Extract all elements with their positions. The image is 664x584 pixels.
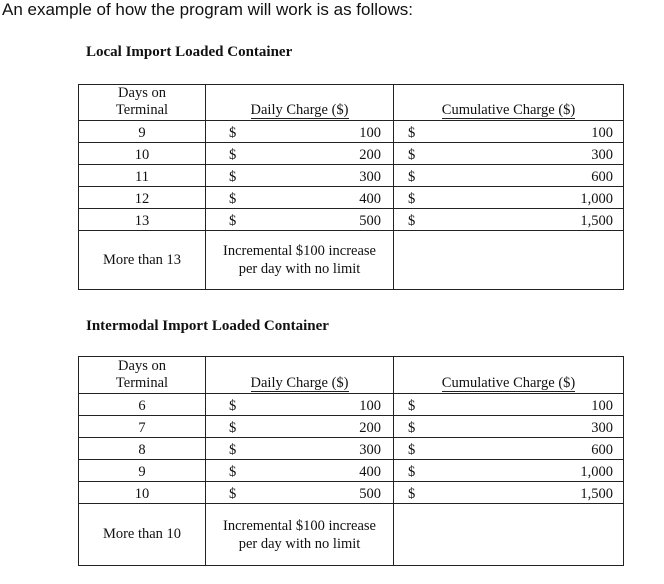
days-cell: 11: [79, 165, 206, 187]
cumulative-charge-cell: 600: [474, 438, 624, 460]
days-cell: 13: [79, 209, 206, 231]
dollar-sign: $: [206, 438, 304, 460]
local-charge-table: [78, 84, 624, 290]
dollar-sign: $: [206, 187, 304, 209]
days-cell: 10: [79, 143, 206, 165]
dollar-sign: $: [394, 482, 474, 504]
dollar-sign: $: [394, 394, 474, 416]
days-cell: 7: [79, 416, 206, 438]
days-cell: 6: [79, 394, 206, 416]
daily-charge-cell: 500: [304, 209, 394, 231]
table-header-row: [79, 85, 624, 121]
cumulative-charge-cell: 300: [474, 416, 624, 438]
days-header: Days on Terminal: [79, 85, 206, 121]
dollar-sign: $: [206, 394, 304, 416]
days-cell: 9: [79, 121, 206, 143]
dollar-sign: $: [206, 416, 304, 438]
intermodal-charge-table: [78, 356, 624, 566]
dollar-sign: $: [394, 143, 474, 165]
daily-charge-header: Daily Charge ($): [206, 85, 394, 121]
cumulative-charge-header: Cumulative Charge ($): [394, 85, 624, 121]
cumulative-charge-header: Cumulative Charge ($): [394, 357, 624, 394]
days-cell: More than 10: [79, 504, 206, 566]
daily-charge-header: Daily Charge ($): [206, 357, 394, 394]
empty-cell: [394, 231, 624, 290]
table-header-row: [79, 357, 624, 394]
daily-charge-cell: 100: [304, 121, 394, 143]
dollar-sign: $: [394, 165, 474, 187]
table-row: [79, 165, 624, 187]
daily-charge-cell: 200: [304, 143, 394, 165]
table-row: [79, 209, 624, 231]
table-row: [79, 143, 624, 165]
cumulative-charge-cell: 300: [474, 143, 624, 165]
days-cell: 9: [79, 460, 206, 482]
dollar-sign: $: [206, 121, 304, 143]
cumulative-charge-cell: 1,000: [474, 187, 624, 209]
dollar-sign: $: [394, 460, 474, 482]
intro-text: An example of how the program will work is as follows:: [2, 0, 413, 19]
dollar-sign: $: [206, 143, 304, 165]
cumulative-charge-cell: 1,000: [474, 460, 624, 482]
days-cell: More than 13: [79, 231, 206, 290]
dollar-sign: $: [394, 438, 474, 460]
table-row: [79, 438, 624, 460]
cumulative-charge-cell: 1,500: [474, 482, 624, 504]
table-row: [79, 187, 624, 209]
daily-charge-cell: 400: [304, 460, 394, 482]
dollar-sign: $: [394, 121, 474, 143]
cumulative-charge-cell: 600: [474, 165, 624, 187]
table-row: [79, 482, 624, 504]
dollar-sign: $: [206, 482, 304, 504]
dollar-sign: $: [394, 416, 474, 438]
dollar-sign: $: [394, 187, 474, 209]
dollar-sign: $: [206, 209, 304, 231]
table-row-open-ended: [79, 231, 624, 290]
days-header: Days on Terminal: [79, 357, 206, 394]
daily-charge-cell: 500: [304, 482, 394, 504]
cumulative-charge-cell: 100: [474, 394, 624, 416]
table-row: [79, 460, 624, 482]
days-cell: 12: [79, 187, 206, 209]
table-row-open-ended: [79, 504, 624, 566]
table-row: [79, 121, 624, 143]
incremental-note: Incremental $100 increase per day with no limit: [206, 231, 394, 290]
cumulative-charge-cell: 100: [474, 121, 624, 143]
days-cell: 8: [79, 438, 206, 460]
cumulative-charge-cell: 1,500: [474, 209, 624, 231]
daily-charge-cell: 100: [304, 394, 394, 416]
daily-charge-cell: 300: [304, 438, 394, 460]
empty-cell: [394, 504, 624, 566]
dollar-sign: $: [206, 165, 304, 187]
dollar-sign: $: [206, 460, 304, 482]
table-row: [79, 394, 624, 416]
section-title-local: Local Import Loaded Container: [86, 44, 293, 60]
table-row: [79, 416, 624, 438]
days-cell: 10: [79, 482, 206, 504]
daily-charge-cell: 400: [304, 187, 394, 209]
daily-charge-cell: 300: [304, 165, 394, 187]
section-title-intermodal: Intermodal Import Loaded Container: [86, 318, 329, 334]
dollar-sign: $: [394, 209, 474, 231]
incremental-note: Incremental $100 increase per day with no limit: [206, 504, 394, 566]
daily-charge-cell: 200: [304, 416, 394, 438]
